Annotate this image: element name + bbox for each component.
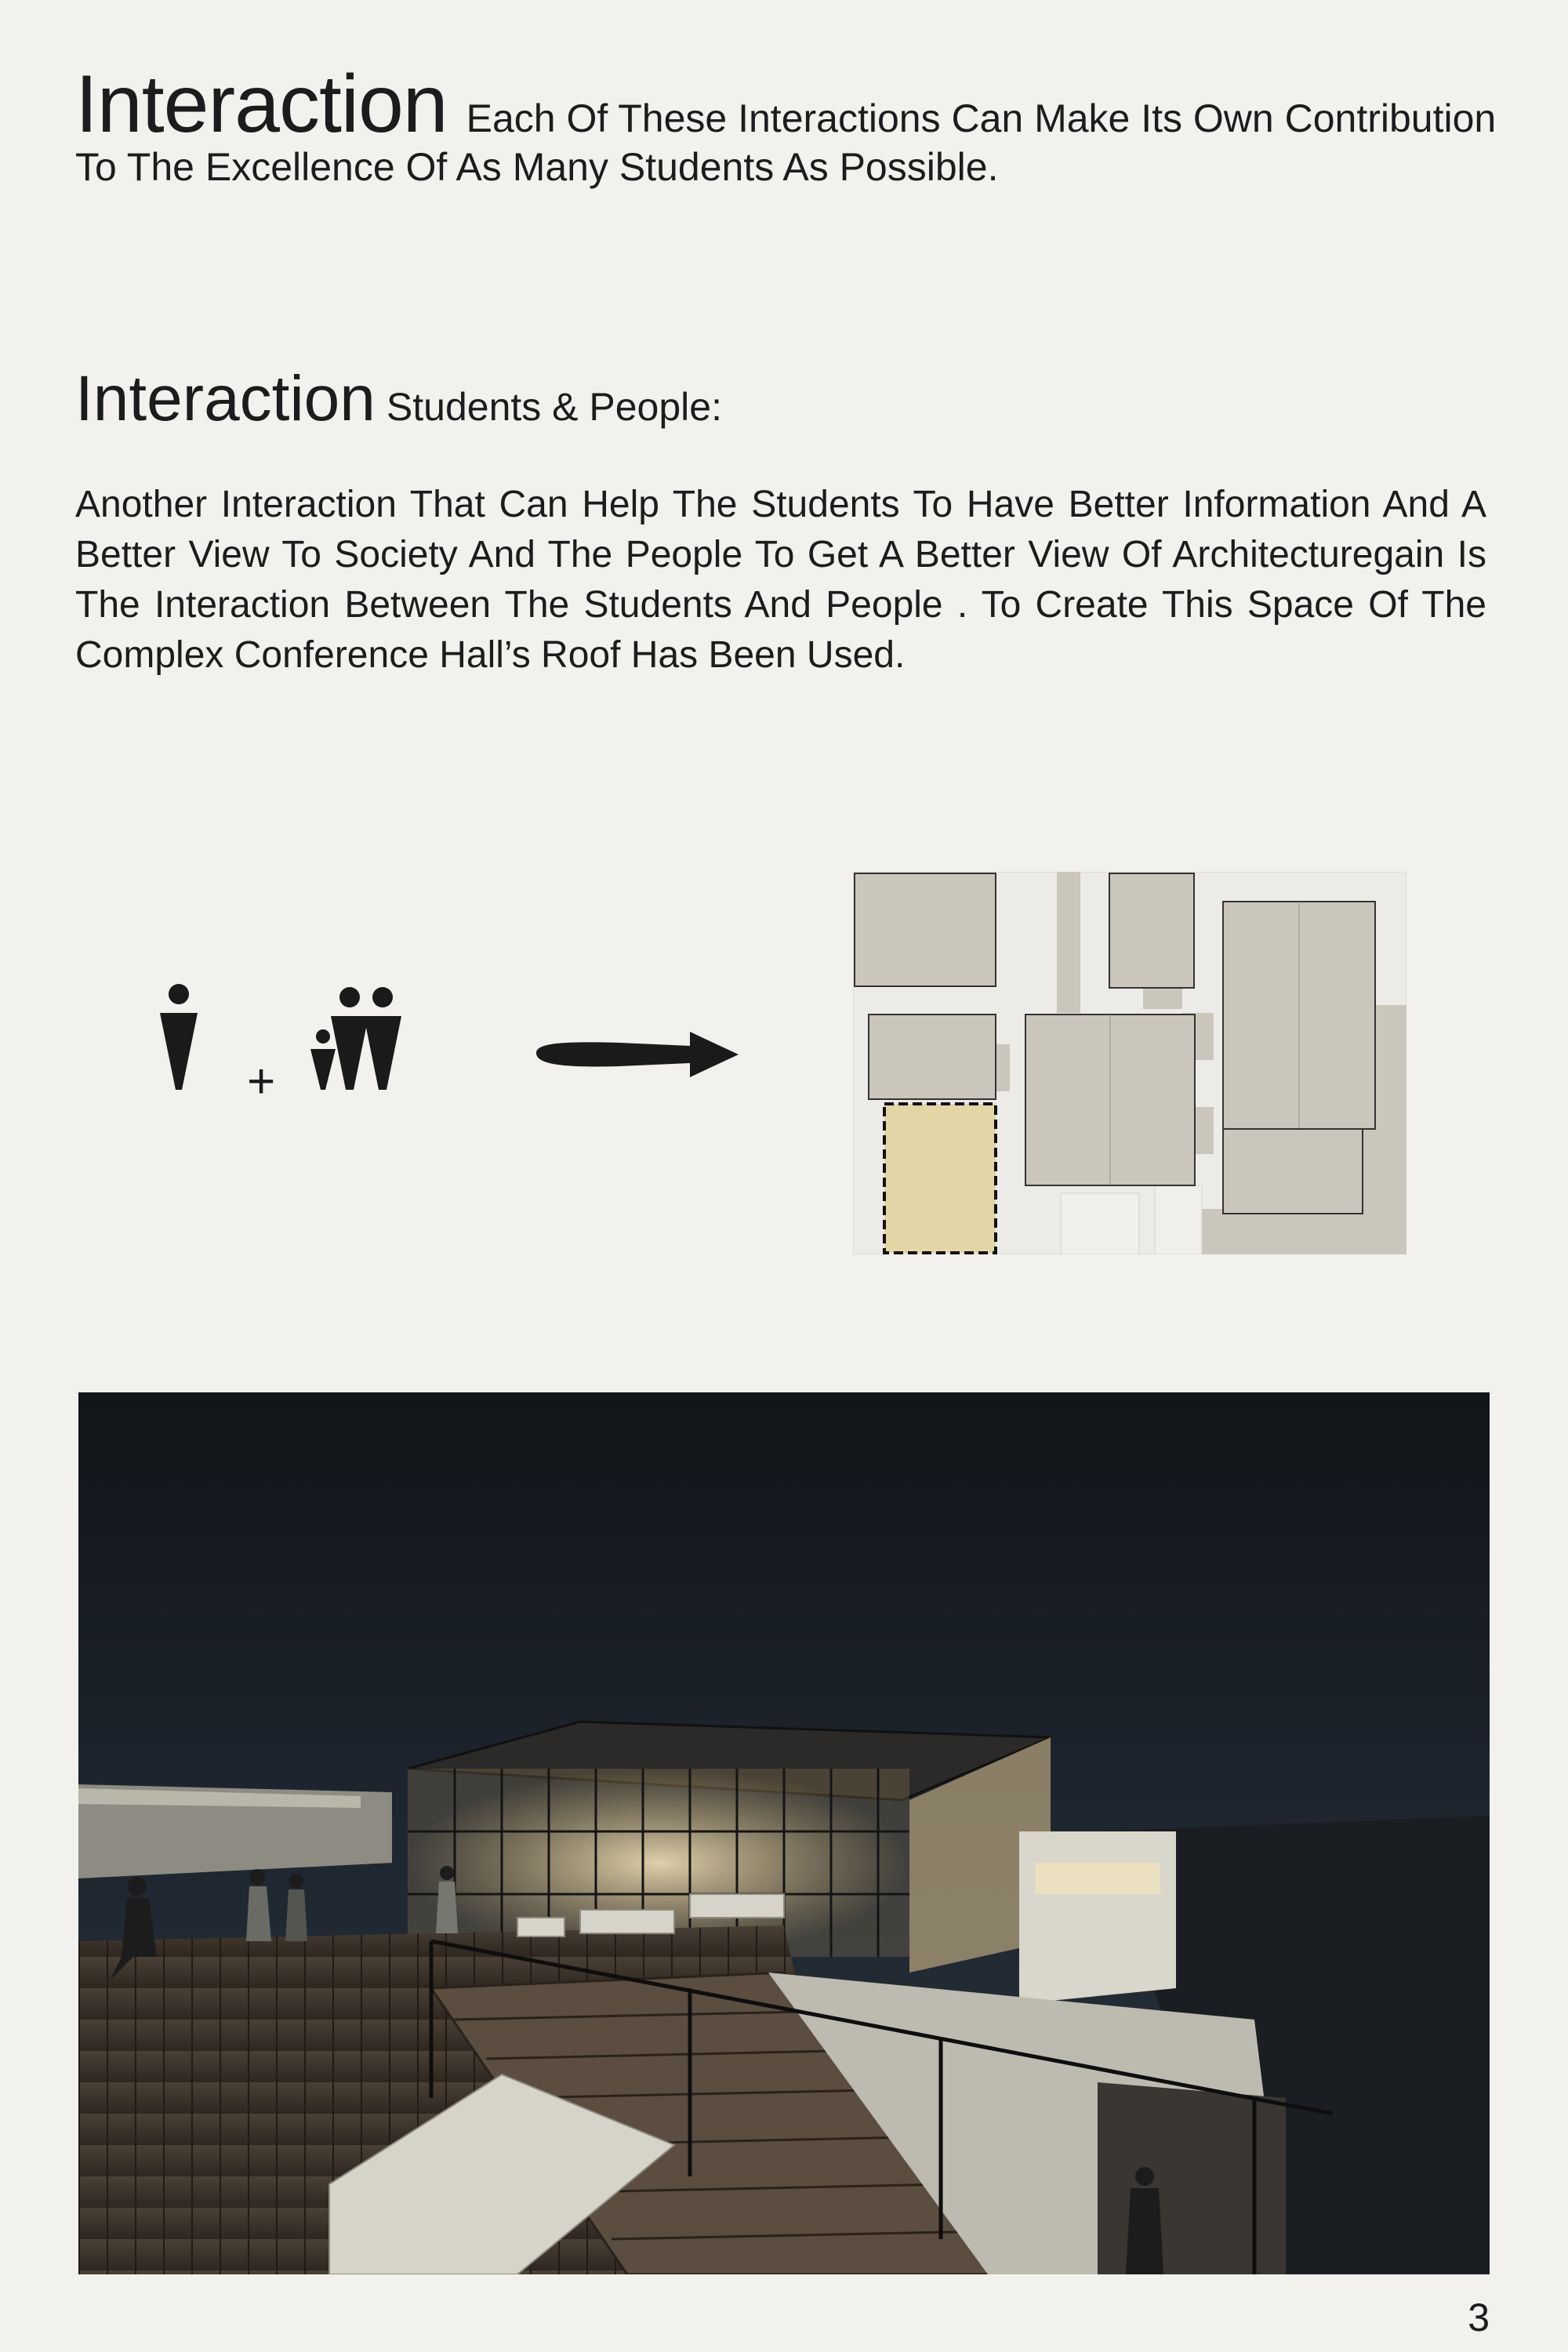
arrow-right-icon xyxy=(533,1027,745,1082)
roof-highlight-area xyxy=(884,1104,996,1253)
page-number: 3 xyxy=(1468,2296,1490,2339)
student-icon xyxy=(160,984,198,1090)
site-plan-diagram xyxy=(853,872,1406,1254)
night-rendering-image xyxy=(78,1392,1490,2274)
student-people-pictogram xyxy=(149,980,431,1105)
plus-symbol: + xyxy=(247,1054,276,1105)
section-title: Interaction xyxy=(75,363,376,434)
section-paragraph: Another Interaction That Can Help The Students To Have Better Information And A Better View To Society And The People To Get A Better View Of Architecturegain Is The Interaction Between The Students And People . To Create This Space Of The Complex Conference Hall’s Roof Has Been Used. xyxy=(75,484,1486,676)
intro-line-2: To The Excellence Of As Many Students As Possible. xyxy=(75,145,999,189)
section-subtitle: Students & People: xyxy=(386,385,722,429)
page-heading xyxy=(75,61,1502,191)
people-group-icon xyxy=(310,987,401,1090)
intro-line-1: Each Of These Interactions Can Make Its Own Contribution xyxy=(466,96,1497,140)
section-heading xyxy=(75,362,722,436)
page-title: Interaction xyxy=(75,59,448,150)
